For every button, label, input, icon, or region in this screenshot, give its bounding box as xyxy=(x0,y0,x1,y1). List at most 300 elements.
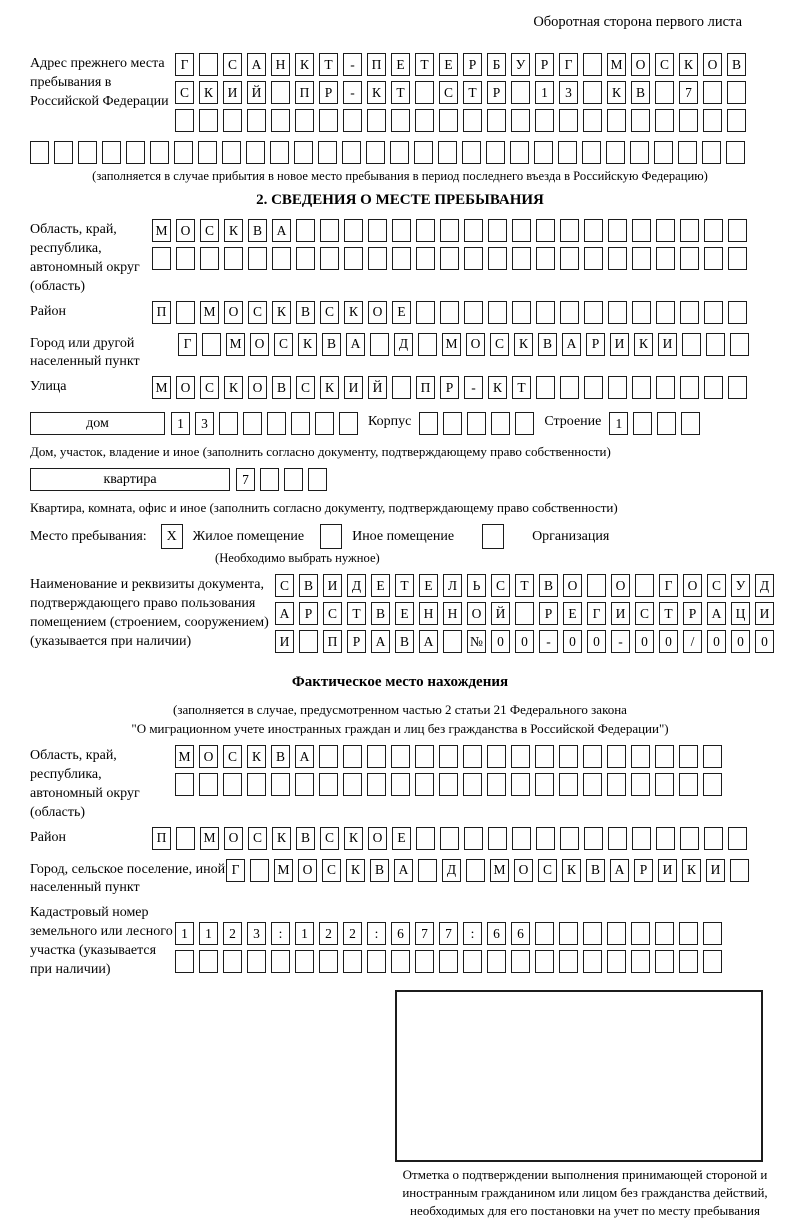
char-cell[interactable]: К xyxy=(679,53,698,76)
char-cell[interactable]: Г xyxy=(659,574,678,597)
char-cell[interactable]: 6 xyxy=(511,922,530,945)
char-cell[interactable] xyxy=(416,301,435,324)
char-cell[interactable] xyxy=(464,247,483,270)
char-cell[interactable] xyxy=(30,141,49,164)
char-cell[interactable] xyxy=(656,301,675,324)
char-cell[interactable]: С xyxy=(248,301,267,324)
char-cell[interactable] xyxy=(491,412,510,435)
char-cell[interactable] xyxy=(703,773,722,796)
char-cell[interactable] xyxy=(679,922,698,945)
char-cell[interactable]: У xyxy=(511,53,530,76)
char-cell[interactable]: Б xyxy=(487,53,506,76)
char-cell[interactable]: - xyxy=(343,53,362,76)
char-cell[interactable]: Й xyxy=(368,376,387,399)
char-cell[interactable] xyxy=(630,141,649,164)
char-cell[interactable] xyxy=(679,773,698,796)
char-cell[interactable]: А xyxy=(707,602,726,625)
char-cell[interactable]: С xyxy=(320,301,339,324)
char-cell[interactable] xyxy=(608,827,627,850)
char-cell[interactable]: А xyxy=(610,859,629,882)
char-cell[interactable] xyxy=(392,247,411,270)
apartment-type-box[interactable]: квартира xyxy=(30,468,230,491)
char-cell[interactable] xyxy=(728,301,747,324)
char-cell[interactable] xyxy=(657,412,676,435)
char-cell[interactable] xyxy=(488,301,507,324)
char-cell[interactable] xyxy=(706,333,725,356)
char-cell[interactable] xyxy=(704,219,723,242)
char-cell[interactable] xyxy=(511,745,530,768)
char-cell[interactable]: К xyxy=(488,376,507,399)
char-cell[interactable]: С xyxy=(223,745,242,768)
char-cell[interactable]: К xyxy=(272,827,291,850)
char-cell[interactable]: А xyxy=(275,602,294,625)
char-cell[interactable] xyxy=(512,827,531,850)
char-cell[interactable] xyxy=(223,109,242,132)
char-cell[interactable] xyxy=(391,773,410,796)
char-cell[interactable] xyxy=(680,827,699,850)
char-cell[interactable] xyxy=(535,773,554,796)
char-cell[interactable] xyxy=(582,141,601,164)
char-cell[interactable]: К xyxy=(607,81,626,104)
char-cell[interactable] xyxy=(607,773,626,796)
char-cell[interactable] xyxy=(295,950,314,973)
char-cell[interactable] xyxy=(727,109,746,132)
char-cell[interactable] xyxy=(367,773,386,796)
char-cell[interactable] xyxy=(536,376,555,399)
char-cell[interactable]: С xyxy=(248,827,267,850)
char-cell[interactable]: 1 xyxy=(175,922,194,945)
char-cell[interactable] xyxy=(152,247,171,270)
char-cell[interactable] xyxy=(416,827,435,850)
char-cell[interactable]: Е xyxy=(419,574,438,597)
char-cell[interactable]: С xyxy=(707,574,726,597)
char-cell[interactable] xyxy=(728,376,747,399)
char-cell[interactable] xyxy=(150,141,169,164)
char-cell[interactable] xyxy=(440,219,459,242)
char-cell[interactable]: Г xyxy=(587,602,606,625)
char-cell[interactable] xyxy=(367,745,386,768)
char-cell[interactable] xyxy=(681,412,700,435)
char-cell[interactable]: О xyxy=(683,574,702,597)
char-cell[interactable] xyxy=(343,950,362,973)
char-cell[interactable]: 7 xyxy=(236,468,255,491)
char-cell[interactable] xyxy=(299,630,318,653)
char-cell[interactable] xyxy=(730,859,749,882)
char-cell[interactable] xyxy=(584,247,603,270)
char-cell[interactable] xyxy=(584,301,603,324)
char-cell[interactable]: В xyxy=(538,333,557,356)
char-cell[interactable] xyxy=(415,81,434,104)
char-cell[interactable] xyxy=(368,247,387,270)
char-cell[interactable] xyxy=(320,247,339,270)
char-cell[interactable]: Т xyxy=(463,81,482,104)
char-cell[interactable]: Н xyxy=(271,53,290,76)
char-cell[interactable]: В xyxy=(586,859,605,882)
checkbox-residential[interactable]: X xyxy=(161,524,183,549)
char-cell[interactable] xyxy=(391,950,410,973)
char-cell[interactable] xyxy=(631,745,650,768)
char-cell[interactable]: 2 xyxy=(319,922,338,945)
char-cell[interactable]: 0 xyxy=(491,630,510,653)
char-cell[interactable] xyxy=(418,333,437,356)
char-cell[interactable] xyxy=(488,219,507,242)
char-cell[interactable] xyxy=(271,109,290,132)
char-cell[interactable] xyxy=(704,301,723,324)
char-cell[interactable] xyxy=(583,773,602,796)
char-cell[interactable] xyxy=(559,922,578,945)
char-cell[interactable] xyxy=(295,109,314,132)
char-cell[interactable]: С xyxy=(296,376,315,399)
char-cell[interactable] xyxy=(560,376,579,399)
char-cell[interactable]: М xyxy=(226,333,245,356)
char-cell[interactable] xyxy=(631,773,650,796)
char-cell[interactable] xyxy=(680,219,699,242)
char-cell[interactable]: С xyxy=(323,602,342,625)
char-cell[interactable] xyxy=(418,859,437,882)
char-cell[interactable]: Р xyxy=(535,53,554,76)
char-cell[interactable] xyxy=(682,333,701,356)
char-cell[interactable] xyxy=(467,412,486,435)
char-cell[interactable]: П xyxy=(416,376,435,399)
char-cell[interactable]: Л xyxy=(443,574,462,597)
char-cell[interactable]: В xyxy=(395,630,414,653)
char-cell[interactable]: 0 xyxy=(731,630,750,653)
char-cell[interactable]: И xyxy=(344,376,363,399)
char-cell[interactable]: О xyxy=(368,827,387,850)
char-cell[interactable] xyxy=(511,773,530,796)
char-cell[interactable]: : xyxy=(463,922,482,945)
char-cell[interactable] xyxy=(368,219,387,242)
char-cell[interactable]: 0 xyxy=(563,630,582,653)
char-cell[interactable]: О xyxy=(224,301,243,324)
char-cell[interactable] xyxy=(511,950,530,973)
char-cell[interactable] xyxy=(126,141,145,164)
char-cell[interactable]: Т xyxy=(512,376,531,399)
char-cell[interactable]: Е xyxy=(371,574,390,597)
char-cell[interactable]: В xyxy=(727,53,746,76)
char-cell[interactable] xyxy=(608,219,627,242)
char-cell[interactable] xyxy=(247,950,266,973)
char-cell[interactable]: 6 xyxy=(487,922,506,945)
char-cell[interactable] xyxy=(584,219,603,242)
char-cell[interactable] xyxy=(536,219,555,242)
char-cell[interactable]: Р xyxy=(463,53,482,76)
char-cell[interactable] xyxy=(440,247,459,270)
char-cell[interactable] xyxy=(635,574,654,597)
char-cell[interactable] xyxy=(536,247,555,270)
char-cell[interactable] xyxy=(703,922,722,945)
char-cell[interactable] xyxy=(308,468,327,491)
char-cell[interactable]: 0 xyxy=(587,630,606,653)
char-cell[interactable] xyxy=(391,745,410,768)
char-cell[interactable] xyxy=(488,827,507,850)
char-cell[interactable] xyxy=(416,219,435,242)
char-cell[interactable]: С xyxy=(200,376,219,399)
char-cell[interactable] xyxy=(728,247,747,270)
char-cell[interactable]: К xyxy=(344,301,363,324)
char-cell[interactable]: С xyxy=(655,53,674,76)
char-cell[interactable] xyxy=(515,412,534,435)
char-cell[interactable] xyxy=(439,745,458,768)
house-type-box[interactable]: дом xyxy=(30,412,165,435)
char-cell[interactable]: О xyxy=(248,376,267,399)
char-cell[interactable]: О xyxy=(467,602,486,625)
char-cell[interactable] xyxy=(487,950,506,973)
char-cell[interactable]: С xyxy=(275,574,294,597)
char-cell[interactable]: И xyxy=(611,602,630,625)
char-cell[interactable]: Т xyxy=(391,81,410,104)
char-cell[interactable]: / xyxy=(683,630,702,653)
char-cell[interactable]: И xyxy=(223,81,242,104)
char-cell[interactable] xyxy=(728,827,747,850)
char-cell[interactable] xyxy=(462,141,481,164)
char-cell[interactable] xyxy=(466,859,485,882)
char-cell[interactable] xyxy=(464,301,483,324)
char-cell[interactable] xyxy=(703,109,722,132)
char-cell[interactable] xyxy=(587,574,606,597)
char-cell[interactable]: М xyxy=(274,859,293,882)
char-cell[interactable] xyxy=(655,773,674,796)
char-cell[interactable] xyxy=(704,247,723,270)
char-cell[interactable] xyxy=(488,247,507,270)
char-cell[interactable] xyxy=(390,141,409,164)
char-cell[interactable] xyxy=(655,922,674,945)
char-cell[interactable] xyxy=(656,219,675,242)
char-cell[interactable]: 0 xyxy=(755,630,774,653)
char-cell[interactable]: В xyxy=(296,827,315,850)
char-cell[interactable]: А xyxy=(247,53,266,76)
char-cell[interactable] xyxy=(703,81,722,104)
char-cell[interactable] xyxy=(680,247,699,270)
char-cell[interactable]: К xyxy=(272,301,291,324)
char-cell[interactable]: Р xyxy=(586,333,605,356)
char-cell[interactable] xyxy=(680,376,699,399)
char-cell[interactable] xyxy=(272,247,291,270)
char-cell[interactable]: Р xyxy=(440,376,459,399)
char-cell[interactable]: М xyxy=(152,376,171,399)
char-cell[interactable] xyxy=(536,301,555,324)
char-cell[interactable] xyxy=(679,109,698,132)
char-cell[interactable] xyxy=(270,141,289,164)
char-cell[interactable] xyxy=(319,109,338,132)
char-cell[interactable]: Ц xyxy=(731,602,750,625)
char-cell[interactable]: Н xyxy=(419,602,438,625)
char-cell[interactable]: 3 xyxy=(247,922,266,945)
char-cell[interactable] xyxy=(440,301,459,324)
char-cell[interactable]: 3 xyxy=(195,412,214,435)
char-cell[interactable] xyxy=(535,950,554,973)
char-cell[interactable] xyxy=(271,950,290,973)
char-cell[interactable] xyxy=(511,81,530,104)
char-cell[interactable]: К xyxy=(562,859,581,882)
char-cell[interactable] xyxy=(655,109,674,132)
char-cell[interactable] xyxy=(391,109,410,132)
char-cell[interactable]: М xyxy=(200,301,219,324)
char-cell[interactable] xyxy=(78,141,97,164)
char-cell[interactable]: И xyxy=(706,859,725,882)
char-cell[interactable]: С xyxy=(635,602,654,625)
char-cell[interactable]: А xyxy=(371,630,390,653)
char-cell[interactable] xyxy=(464,827,483,850)
char-cell[interactable] xyxy=(175,773,194,796)
char-cell[interactable] xyxy=(176,247,195,270)
char-cell[interactable] xyxy=(704,376,723,399)
char-cell[interactable]: Р xyxy=(487,81,506,104)
char-cell[interactable]: Г xyxy=(178,333,197,356)
char-cell[interactable] xyxy=(439,950,458,973)
char-cell[interactable]: М xyxy=(442,333,461,356)
char-cell[interactable]: И xyxy=(610,333,629,356)
char-cell[interactable] xyxy=(654,141,673,164)
char-cell[interactable] xyxy=(631,109,650,132)
char-cell[interactable] xyxy=(655,950,674,973)
char-cell[interactable]: О xyxy=(703,53,722,76)
char-cell[interactable] xyxy=(319,745,338,768)
char-cell[interactable] xyxy=(535,109,554,132)
char-cell[interactable] xyxy=(392,219,411,242)
char-cell[interactable] xyxy=(419,412,438,435)
char-cell[interactable] xyxy=(703,950,722,973)
char-cell[interactable] xyxy=(510,141,529,164)
char-cell[interactable] xyxy=(559,950,578,973)
char-cell[interactable] xyxy=(560,827,579,850)
char-cell[interactable]: К xyxy=(367,81,386,104)
char-cell[interactable] xyxy=(175,109,194,132)
char-cell[interactable] xyxy=(702,141,721,164)
char-cell[interactable] xyxy=(343,109,362,132)
char-cell[interactable]: 2 xyxy=(343,922,362,945)
char-cell[interactable] xyxy=(535,922,554,945)
char-cell[interactable]: И xyxy=(658,333,677,356)
char-cell[interactable]: П xyxy=(152,301,171,324)
char-cell[interactable] xyxy=(247,773,266,796)
char-cell[interactable] xyxy=(199,53,218,76)
char-cell[interactable]: В xyxy=(539,574,558,597)
char-cell[interactable]: О xyxy=(224,827,243,850)
char-cell[interactable]: К xyxy=(682,859,701,882)
char-cell[interactable] xyxy=(174,141,193,164)
char-cell[interactable] xyxy=(515,602,534,625)
char-cell[interactable] xyxy=(284,468,303,491)
char-cell[interactable] xyxy=(366,141,385,164)
char-cell[interactable]: С xyxy=(439,81,458,104)
char-cell[interactable]: О xyxy=(563,574,582,597)
char-cell[interactable] xyxy=(656,827,675,850)
char-cell[interactable]: К xyxy=(199,81,218,104)
char-cell[interactable]: Й xyxy=(247,81,266,104)
char-cell[interactable] xyxy=(583,922,602,945)
char-cell[interactable] xyxy=(655,745,674,768)
char-cell[interactable] xyxy=(632,827,651,850)
char-cell[interactable]: Р xyxy=(319,81,338,104)
char-cell[interactable] xyxy=(344,247,363,270)
char-cell[interactable] xyxy=(294,141,313,164)
char-cell[interactable] xyxy=(415,109,434,132)
char-cell[interactable]: В xyxy=(371,602,390,625)
char-cell[interactable] xyxy=(486,141,505,164)
char-cell[interactable] xyxy=(583,81,602,104)
char-cell[interactable] xyxy=(271,773,290,796)
char-cell[interactable] xyxy=(487,745,506,768)
char-cell[interactable]: 0 xyxy=(707,630,726,653)
char-cell[interactable] xyxy=(512,219,531,242)
char-cell[interactable]: 7 xyxy=(679,81,698,104)
char-cell[interactable]: О xyxy=(466,333,485,356)
char-cell[interactable]: А xyxy=(295,745,314,768)
char-cell[interactable]: А xyxy=(272,219,291,242)
char-cell[interactable]: Г xyxy=(226,859,245,882)
char-cell[interactable]: - xyxy=(539,630,558,653)
char-cell[interactable] xyxy=(260,468,279,491)
char-cell[interactable]: 6 xyxy=(391,922,410,945)
char-cell[interactable] xyxy=(560,301,579,324)
char-cell[interactable]: В xyxy=(248,219,267,242)
char-cell[interactable] xyxy=(632,301,651,324)
char-cell[interactable]: А xyxy=(419,630,438,653)
checkbox-organization[interactable] xyxy=(482,524,504,549)
char-cell[interactable]: Е xyxy=(392,301,411,324)
char-cell[interactable]: Р xyxy=(683,602,702,625)
char-cell[interactable] xyxy=(656,376,675,399)
char-cell[interactable] xyxy=(655,81,674,104)
char-cell[interactable] xyxy=(246,141,265,164)
char-cell[interactable] xyxy=(342,141,361,164)
char-cell[interactable]: К xyxy=(224,219,243,242)
char-cell[interactable]: О xyxy=(199,745,218,768)
char-cell[interactable]: 0 xyxy=(659,630,678,653)
char-cell[interactable] xyxy=(296,247,315,270)
char-cell[interactable] xyxy=(439,773,458,796)
char-cell[interactable]: И xyxy=(275,630,294,653)
char-cell[interactable]: К xyxy=(298,333,317,356)
char-cell[interactable] xyxy=(438,141,457,164)
char-cell[interactable] xyxy=(512,301,531,324)
char-cell[interactable]: Р xyxy=(299,602,318,625)
char-cell[interactable]: У xyxy=(731,574,750,597)
char-cell[interactable]: А xyxy=(562,333,581,356)
char-cell[interactable]: А xyxy=(346,333,365,356)
char-cell[interactable]: Е xyxy=(395,602,414,625)
char-cell[interactable] xyxy=(560,247,579,270)
char-cell[interactable]: С xyxy=(538,859,557,882)
char-cell[interactable]: С xyxy=(223,53,242,76)
char-cell[interactable]: К xyxy=(224,376,243,399)
char-cell[interactable] xyxy=(607,745,626,768)
char-cell[interactable] xyxy=(414,141,433,164)
char-cell[interactable]: Д xyxy=(755,574,774,597)
char-cell[interactable]: С xyxy=(200,219,219,242)
char-cell[interactable] xyxy=(320,219,339,242)
char-cell[interactable]: Р xyxy=(634,859,653,882)
char-cell[interactable] xyxy=(202,333,221,356)
char-cell[interactable] xyxy=(512,247,531,270)
char-cell[interactable] xyxy=(315,412,334,435)
char-cell[interactable]: Е xyxy=(563,602,582,625)
char-cell[interactable]: 2 xyxy=(223,922,242,945)
char-cell[interactable]: В xyxy=(631,81,650,104)
char-cell[interactable]: Т xyxy=(347,602,366,625)
char-cell[interactable] xyxy=(631,922,650,945)
char-cell[interactable] xyxy=(560,219,579,242)
char-cell[interactable] xyxy=(296,219,315,242)
char-cell[interactable]: К xyxy=(247,745,266,768)
char-cell[interactable] xyxy=(291,412,310,435)
char-cell[interactable]: П xyxy=(367,53,386,76)
char-cell[interactable] xyxy=(176,301,195,324)
char-cell[interactable]: О xyxy=(176,376,195,399)
char-cell[interactable] xyxy=(339,412,358,435)
checkbox-other-premises[interactable] xyxy=(320,524,342,549)
